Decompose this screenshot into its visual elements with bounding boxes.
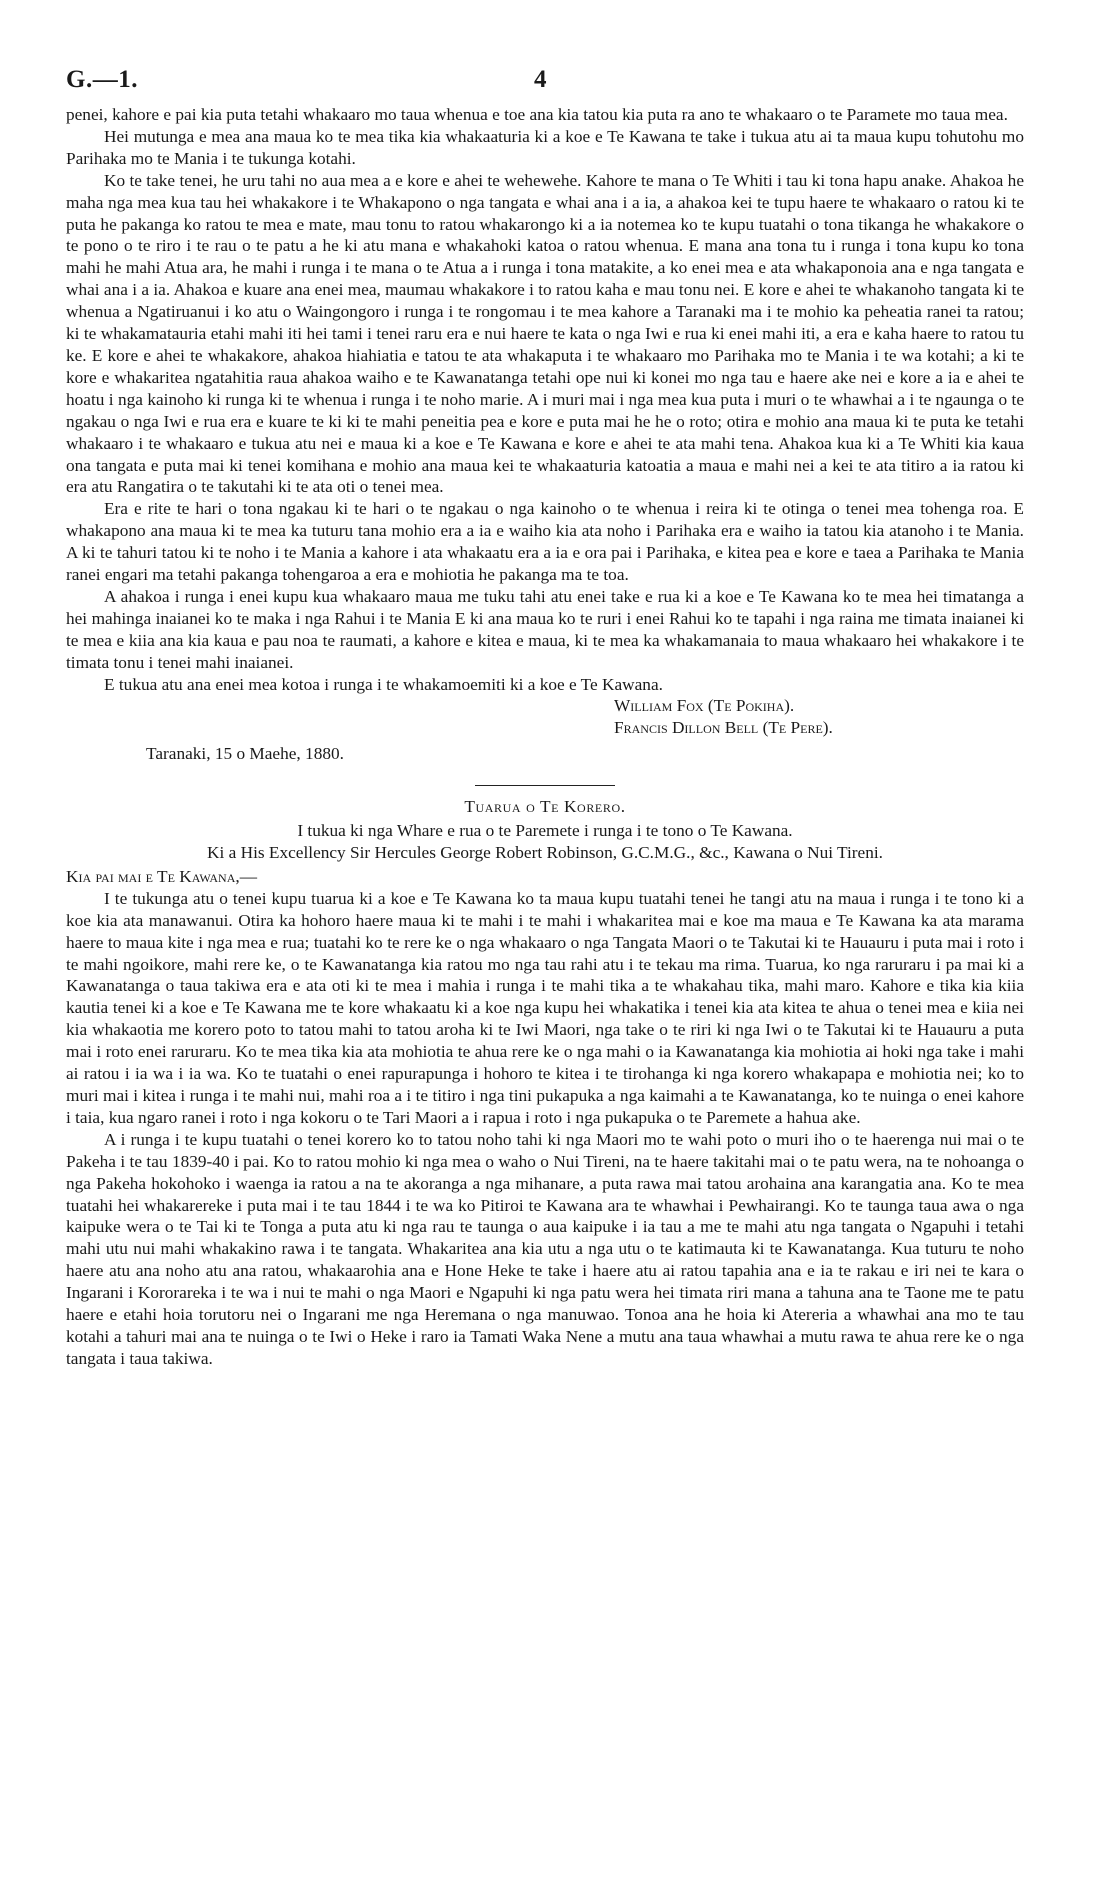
page-number: 4 xyxy=(534,66,547,93)
addressee-line: Ki a His Excellency Sir Hercules George Robert Robinson, G.C.M.G., &c., Kawana o Nui Tireni. xyxy=(207,843,883,862)
paragraph: A ahakoa i runga i enei kupu kua whakaaro maua me tuku tahi atu enei take e rua ki a koe e Te Kawana ko te mea hei timatanga a hei mahinga inaianei ko te maka i nga Rahui i te Mania E ki ana maua ko te ruri i enei Rahui ko te tapahi i nga raina me timata inaianei ki te mea e kiia ana kia kaua e pau noa te raumati, a kahore e kitea e maua, ki te mea ka whakamanaia to maua whakaaro hei whakakore i te timata tonu i tenei mahi inaianei. xyxy=(66,586,1024,672)
paragraph: Hei mutunga e mea ana maua ko te mea tika kia whakaaturia ki a koe e Te Kawana te take i tukua atu ai ta maua kupu tohutohu mo Parihaka mo te Mania i te tukunga kotahi. xyxy=(66,126,1024,168)
section-divider xyxy=(475,785,615,786)
paragraph: I te tukunga atu o tenei kupu tuarua ki a koe e Te Kawana ko ta maua kupu tuatahi tenei he tangi atu na maua i runga i te tono ki a koe kia ata manawanui. Otira ka hohoro haere maua ki te mahi i te mahi i whakaritea mai e koe ma maua e Te Kawana ka ata marama haere to maua kite i nga mea e rua; tuatahi ko te rere ke o nga whakaaro o nga Tangata Maori o te Takutai ki te Hauauru i puta mai i roto i te mahi ngoikore, mahi rere ke, o te Kawanatanga kia ratou mo nga tau rahi atu i te tekau ma rima. Tuarua, ko nga raruraru i pa mai ki a Kawanatanga o taua takiwa era e ata oti ki te mea i mahia i runga i te mahi tika a te whakahau tika, mahi maro. Kahore e tika kia kiia kautia tenei ki a koe e Te Kawana me te kore whakaatu ki a koe nga kupu hei whakatika i tenei kia ata kitea te ahua o tenei mea e kiia nei kia whakaotia me korero poto to tatou mahi to tatou aroha ki te Iwi Maori, nga take o te riri ki nga Iwi o te Takutai ki te Hauauru a puta mai i roto enei raruraru. Ko te mea tika kia ata mohiotia te ahua rere ke o nga mahi o ia Kawanatanga kia mohiotia ai hoki nga take i mahi ai ratou i ia wa i ia wa. Ko te tuatahi o enei rapurapunga i hohoro te kitea i te tirohanga ki nga korero whakapapa e mohiotia nei; ko to muri mai i kitea i runga i te mahi nui, mahi roa a i te titiro i nga tini pukapuka a nga kaimahi a te Kawanatanga, ko te nuinga o enei kahore i taia, kua ngaro ranei i roto i nga kokoru o te Tari Maori a i rapua i roto i nga pukapuka o te Paremete a hahua ake. xyxy=(66,888,1024,1127)
document-page xyxy=(66,64,1024,1370)
paragraph: Ko te take tenei, he uru tahi no aua mea a e kore e ahei te wehewehe. Kahore te mana o Te Whiti i tau ki tona hapu anake. Ahakoa he maha nga mea kua tau hei whakakore i te Whakapono o nga tangata e whai ana i a ia, a ahakoa kei te tupu haere te whakaaro o ratou ki te puta he pakanga ko ratou te mea e mate, mau tonu to ratou whakarongo ki a ia notemea ko te kupu tuatahi o tona tikanga he whakakore o te pono o te riro i te rau o te patu a he ki atu mana e whakahoki katoa o ratou whenua. E mana ana tona tu i runga i tona kupu ko tona mahi he mahi Atua ara, he mahi i runga i te mana o te Atua a i runga i tona matakite, a ko enei mea e ata whakaponoia ana e nga tangata e whai ana i a ia. Ahakoa e kuare ana enei mea, maumau whakakore i to ratou kaha e mau tonu nei. E kore e ahei te whakanoho tangata ki te whenua a Ngatiruanui i ko atu o Waingongoro i runga i te rongomau i te mea kahore a Taranaki ma i te mohio ka peheatia ranei ta ratou; ki te whakamatauria etahi mahi iti hei tami i tenei raru era e nui haere te kata o nga Iwi e rua ki enei mahi iti, a era e kaha haere to ratou tu ke. E kore e ahei te whakakore, ahakoa hiahiatia e tatou te ata whakaputa i te whakaaro mo Parihaka mo te Mania i te wa kotahi; a ki te kore e whakaritea ngatahitia raua ahakoa waiho e te Kawanatanga tetahi ope nui ki konei mo nga tau e haere ake nei e kore a ia e ahei te hoatu i nga kainoho ki runga ki te whenua i runga i te noho marie. A i muri mai i nga mea kua puta i muri o te whawhai a i te ngaunga o te ngakau o nga Iwi e rua era e kuare te ki ki te mahi peneitia pea e kore e puta mai he he o roto; otira e mohio ana maua ki te puta ke tetahi whakaaro i te whakaaro e tukua atu nei e maua ki a koe e Te Kawana e kore e ahei te ata mahi tena. Ahakoa kua ki a Te Whiti kia kaua ona tangata e puta mai ki tenei komihana e mohio ana maua kei te whakaaturia katoatia a maua e mahi nei a kei te ata titiro a ia ratou ki era atu Rangatira o te takutahi ki te ata oti o tenei mea. xyxy=(66,170,1024,497)
paragraph-continued: penei, kahore e pai kia puta tetahi whakaaro mo taua whenua e toe ana kia tatou kia puta ra ano te whakaaro o te Paramete mo taua mea. xyxy=(66,105,1008,124)
section-subtitle: I tukua ki nga Whare e rua o te Paremete i runga i te tono o Te Kawana. xyxy=(297,821,793,841)
document-body xyxy=(66,104,1024,1370)
paragraph-closing: E tukua atu ana enei mea kotoa i runga i te whakamoemiti ki a koe e Te Kawana. xyxy=(104,674,663,694)
paragraph: Era e rite te hari o tona ngakau ki te hari o te ngakau o nga kainoho o te whenua i reira ki te otinga o tenei mea tohenga roa. E whakapono ana maua ki te mea ka tuturu tana mohio era a ia e waiho kia ata noho i Parihaka era e waiho ia tatou kia atanoho i te Mania. A ki te tahuri tatou ki te noho i te Mania a kahore i ata whakaatu era a ia e ora pai i Parihaka, e kitea pea e kore e taea a Parihaka te Mania ranei engari ma tetahi pakanga tohengaroa a era e mohiotia he pakanga ma te toa. xyxy=(66,499,1024,585)
dateline: Taranaki, 15 o Maehe, 1880. xyxy=(146,744,344,764)
section-heading: Tuarua o Te Korero. xyxy=(464,797,626,817)
signature-fox: William Fox (Te Pokiha). xyxy=(614,696,795,716)
signature-bell: Francis Dillon Bell (Te Pere). xyxy=(614,718,833,738)
salutation: Kia pai mai e Te Kawana,— xyxy=(66,866,257,886)
paragraph: A i runga i te kupu tuatahi o tenei korero ko to tatou noho tahi ki nga Maori mo te wahi poto o muri iho o te haerenga nui mai o te Pakeha i te tau 1839-40 i pai. Ko to ratou mohio ki nga mea o waho o Nui Tireni, na te haere takitahi mai o te patu wera, na te nohoanga o nga Pakeha hokohoko i waenga ia ratou a na te akoranga a nga mihanare, a puta rawa mai tatou arohaina ana karangatia ana. Ko te mea tuatahi hei whakarereke i puta mai i te tau 1844 i te wa ko Pitiroi te Kawana ara te whawhai i Pewhairangi. Ko te taunga taua awa o nga kaipuke wera o te Tai ki te Tonga a puta atu ki nga rau te taunga o aua kaipuke i ia tau a me te mahi atu nga tangata o Ngapuhi i tetahi mahi utu nui mahi whakakino rawa i te tangata. Whakaritea ana kia utu a nga utu o te katimauta ki te Kawanatanga. Kua tuturu te noho haere atu ana noho atu ana ratou, whakaarohia ana e Hone Heke te take i haere atu ai ratou tapahia ana e ia te rakau e iri nei te kara o Ingarani i Kororareka i te wa i nui te mahi o nga Maori e Ngapuhi ki nga patu wera hei timata riri mana a tahuna ana te Taone me te patu haere e etahi hoia torutoru nei o Ingarani me nga Heremana o nga manuwao. Tonoa ana he hoia ki Atereria a whawhai ana mo te tau kotahi a tahuri mai ana te nuinga o te Iwi o Heke i raro ia Tamati Waka Nene a mutu ana taua whawhai a mutu rawa te ahua rere ke o nga tangata i taua takiwa. xyxy=(66,1129,1024,1368)
document-code: G.—1. xyxy=(66,66,138,93)
page-header xyxy=(66,64,1024,104)
